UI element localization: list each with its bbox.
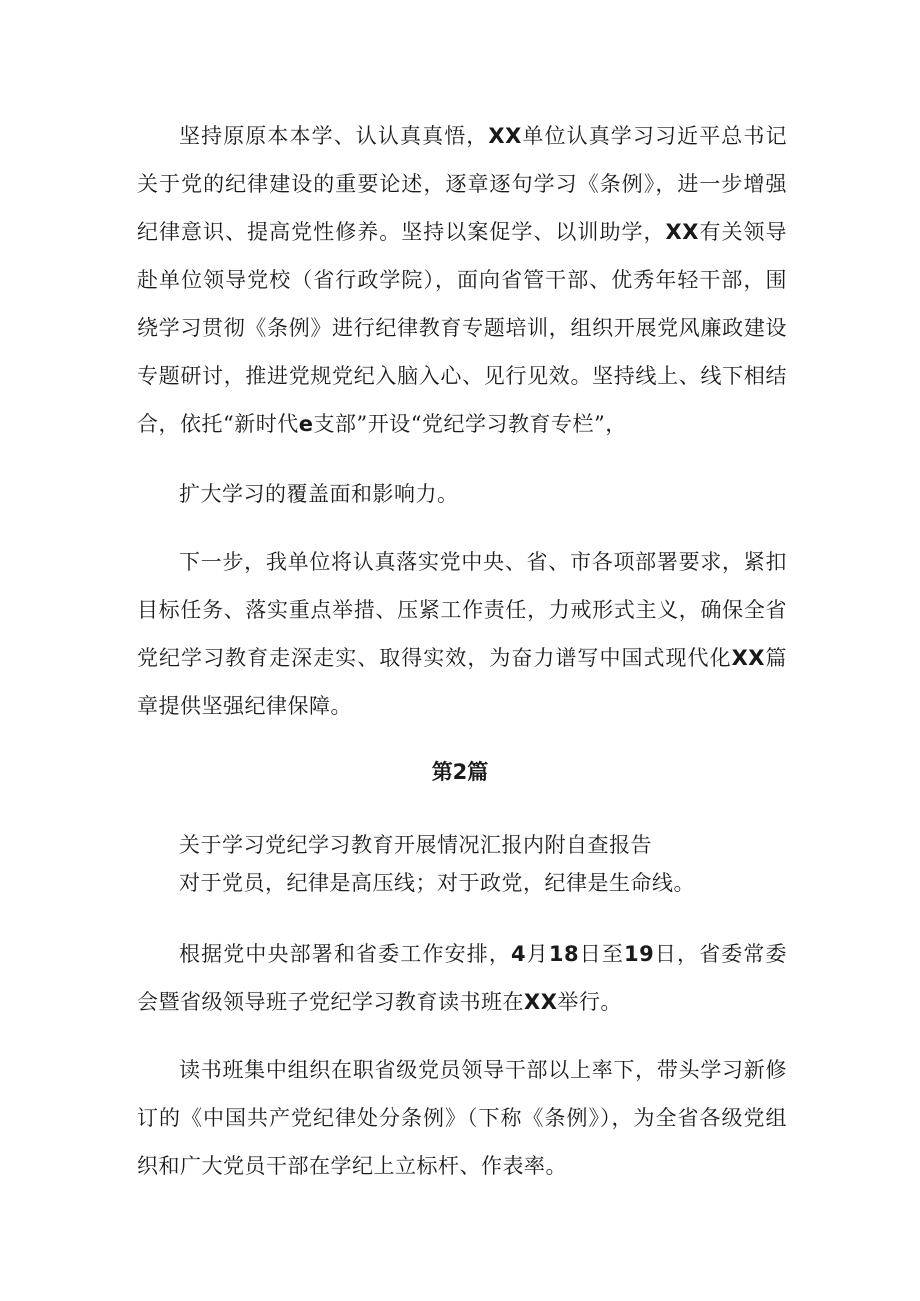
text-run: 篇章提供坚强纪律保障。	[137, 646, 788, 718]
placeholder-xx: XX	[665, 220, 699, 244]
paragraph-reading-class	[137, 930, 787, 1026]
text-run: 日，省委常委会暨省级领导班子党纪学习教育读书班在	[137, 942, 788, 1014]
paragraph-next-steps	[137, 538, 787, 730]
text-run: 单位认真学习习近平总书记关于党的纪律建设的重要论述，逐章逐句学习《条例》，进一步增强纪律意识、提高党性修养。坚持以案促学、以训助学，	[137, 124, 788, 244]
date-number: 18	[548, 942, 580, 966]
text-run: 支部”开设“党纪学习教育专栏”，	[313, 412, 627, 436]
text-run: 有关领导赴单位领导党校（省行政学院），面向省管干部、优秀年轻干部，围绕学习贯彻《条例》进行纪律教育专题培训，组织开展党风廉政建设专题研讨，推进党规党纪入脑入心、见行见效。坚持线上、线下相结合，依托“新时代	[137, 220, 788, 436]
placeholder-xx: XX	[524, 990, 558, 1014]
paragraph-expand-coverage: 扩大学习的覆盖面和影响力。	[179, 482, 459, 506]
text-run: 下一步，我单位将认真落实党中央、省、市各项部署要求，紧扣目标任务、落实重点举措、压紧工作责任，力戒形式主义，确保全省党纪学习教育走深走实、取得实效，为奋力谱写中国式现代化	[137, 550, 787, 670]
text-run: 根据党中央部署和省委工作安排，	[179, 942, 511, 966]
report-title-line: 关于学习党纪学习教育开展情况汇报内附自查报告	[179, 833, 652, 857]
placeholder-xx: XX	[488, 124, 522, 148]
paragraph-study-regulations	[137, 112, 787, 448]
text-run: 坚持原原本本学、认认真真悟，	[179, 124, 489, 148]
letter-e: e	[298, 412, 314, 436]
placeholder-xx: XX	[731, 646, 765, 670]
paragraph-lead-by-example: 读书班集中组织在职省级党员领导干部以上率下，带头学习新修订的《中国共产党纪律处分条例》（下称《条例》），为全省各级党组织和广大党员干部在学纪上立标杆、作表率。	[137, 1058, 787, 1178]
text-run: 举行。	[557, 990, 622, 1014]
text-run: 月	[526, 942, 549, 966]
paragraph-discipline-line: 对于党员，纪律是高压线；对于政党，纪律是生命线。	[179, 871, 695, 895]
date-number: 4	[510, 942, 527, 966]
date-number: 19	[624, 942, 655, 966]
text-run: 日至	[579, 942, 624, 966]
section-heading: 第2篇	[431, 760, 489, 784]
